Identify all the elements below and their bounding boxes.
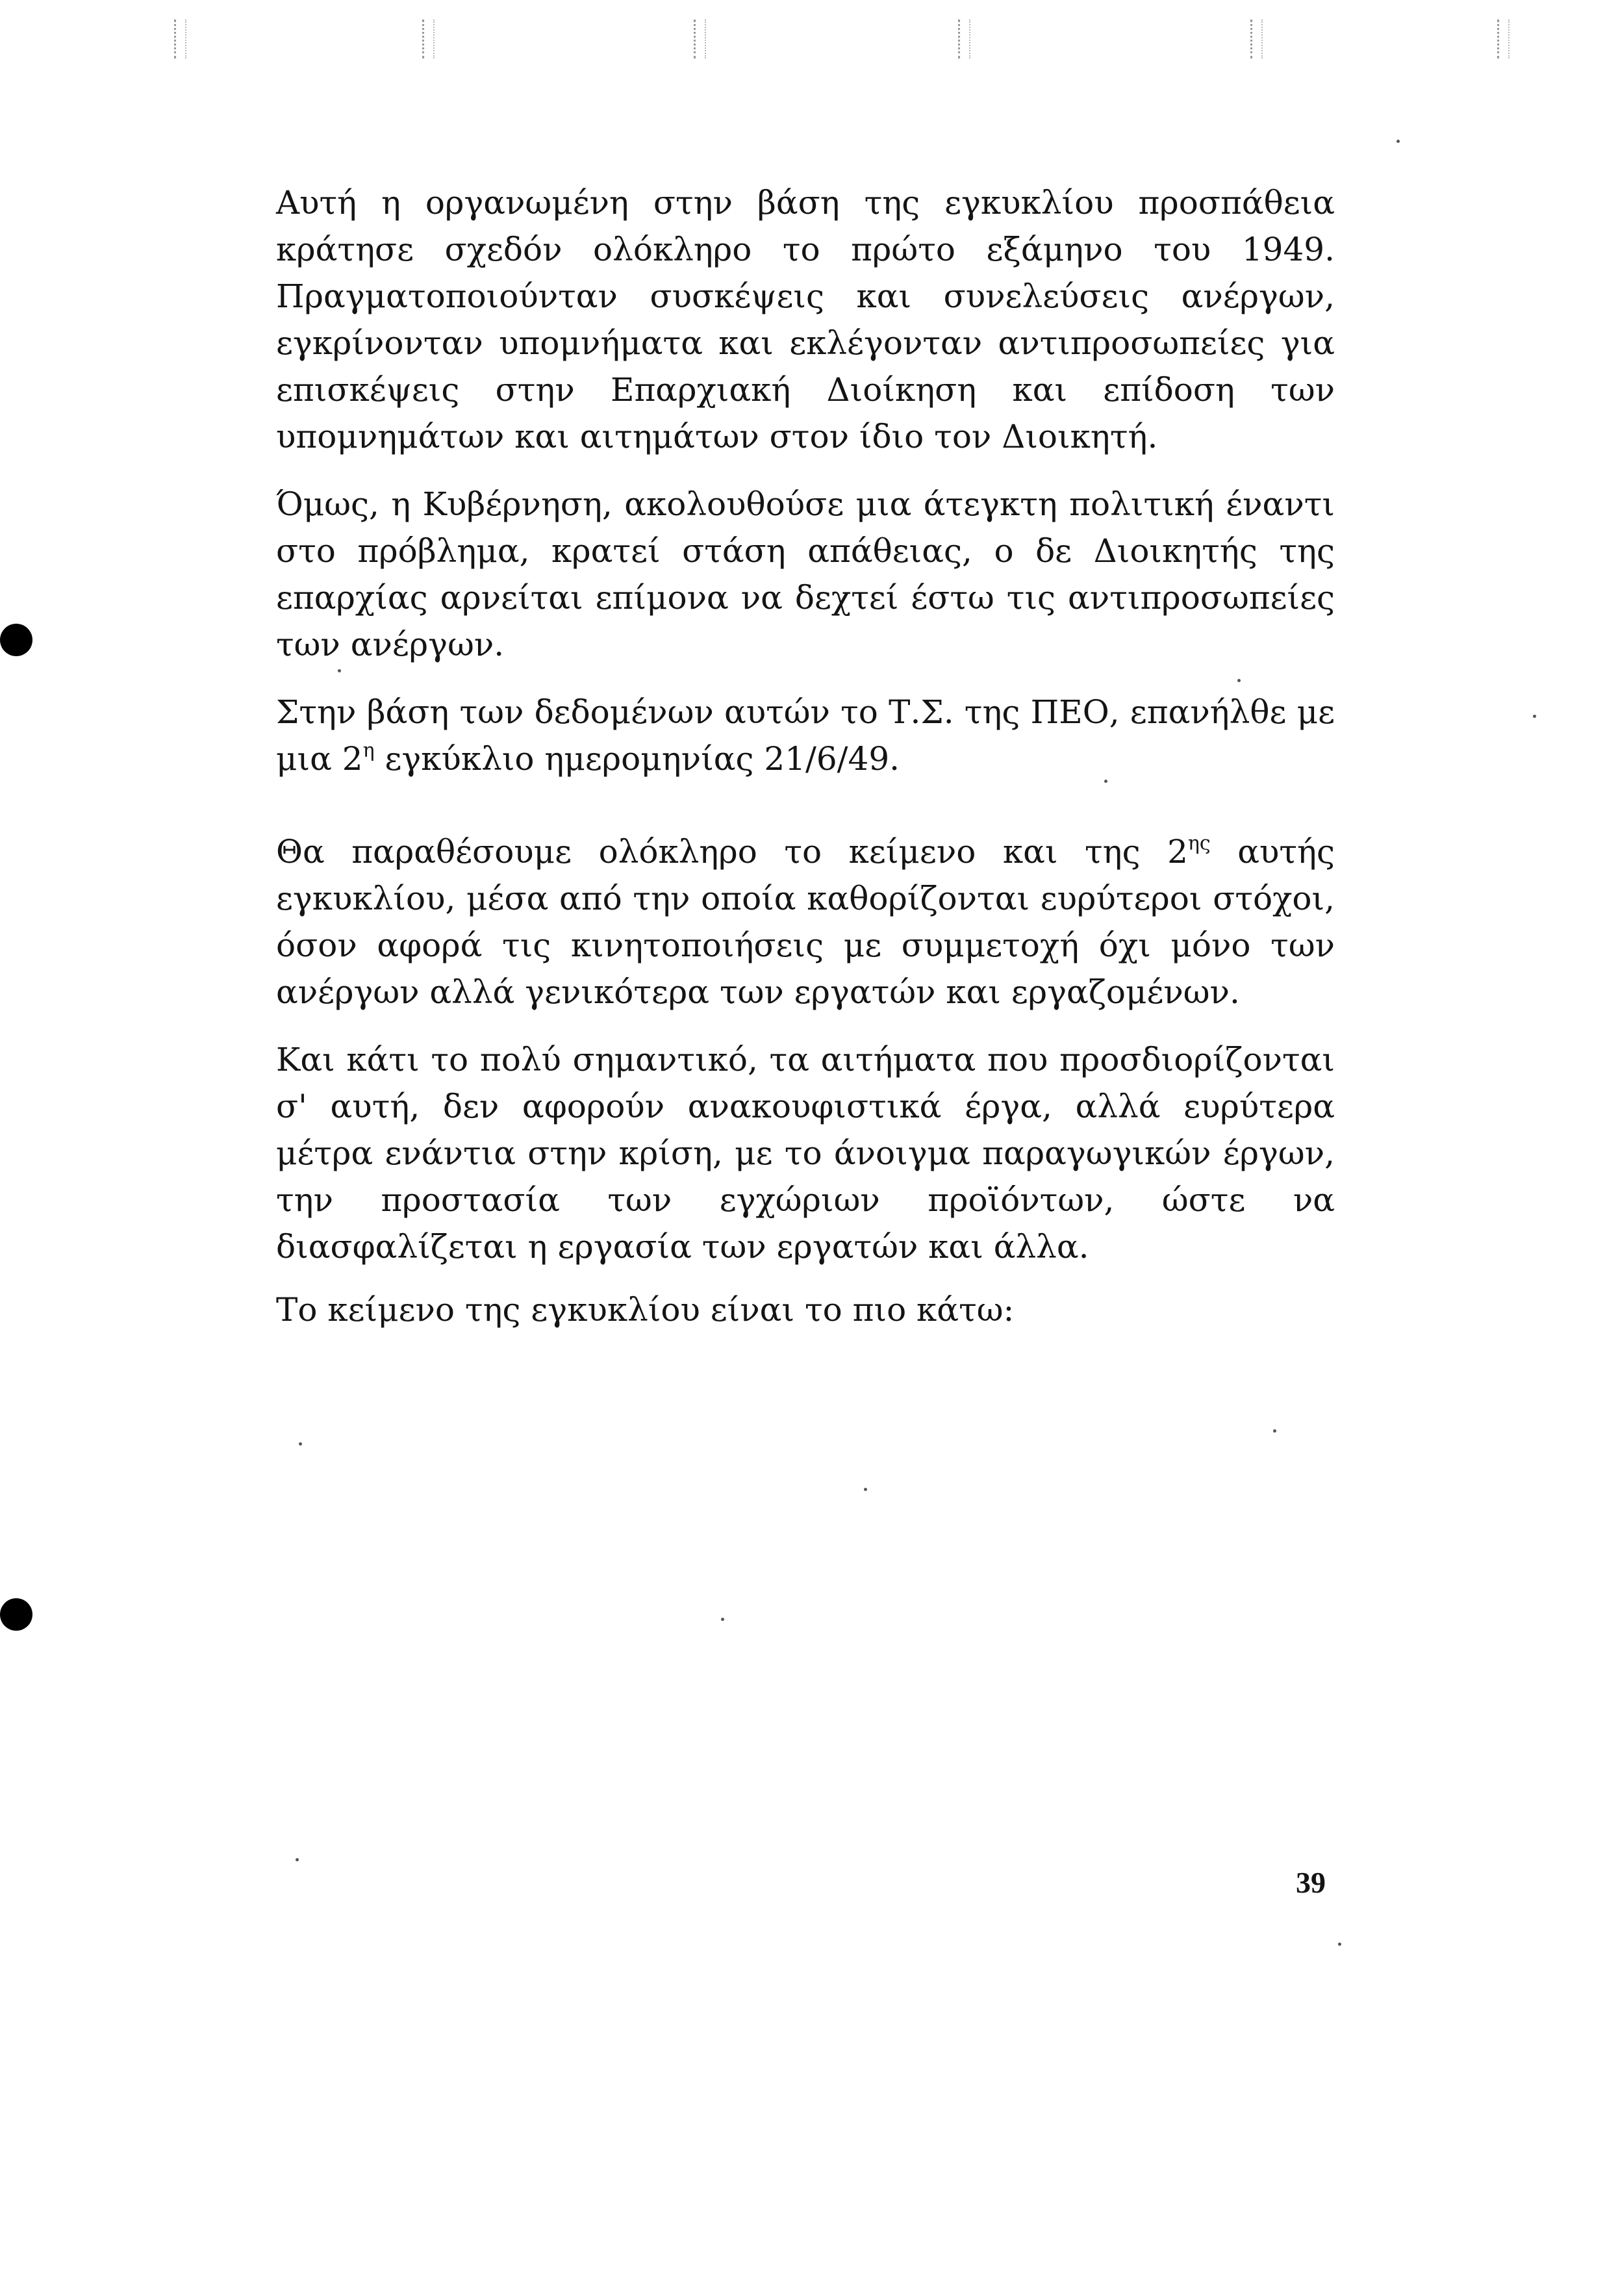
ordinal-superscript: ης — [1187, 832, 1211, 855]
ordinal-superscript: η — [362, 739, 375, 762]
scan-speck — [299, 1442, 302, 1446]
scan-speck — [1273, 1429, 1276, 1433]
scan-speck — [1533, 715, 1536, 718]
binding-mark — [1250, 19, 1263, 58]
punch-hole — [0, 1598, 32, 1631]
punch-hole — [0, 624, 32, 656]
scan-speck — [1338, 1943, 1341, 1946]
binding-mark — [174, 19, 186, 58]
scan-speck — [1396, 140, 1400, 143]
paragraph-4-text-cont: αυτής εγκυκλίου, μέσα από την οποία καθορίζονται ευρύτεροι στόχοι, όσον αφορά τις κινητοποιήσεις με συμμετοχή όχι μόνο των ανέργων αλλά γενικότερα των εργατών και εργαζομένων. — [276, 833, 1335, 1011]
paragraph-2: Όμως, η Κυβέρνηση, ακολουθούσε μια άτεγκτη πολιτική έναντι στο πρόβλημα, κρατεί στάση απάθειας, ο δε Διοικητής της επαρχίας αρνείται επίμονα να δεχτεί έστω τις αντιπροσωπείες των ανέργων. — [276, 485, 1335, 663]
binding-mark — [958, 19, 970, 58]
paragraph-4 — [276, 828, 1335, 1015]
binding-mark — [694, 19, 706, 58]
paragraph-3-text: Στην βάση των δεδομένων αυτών το Τ.Σ. της ΠΕΟ, επανήλθε με μια 2 — [276, 693, 1335, 778]
scan-speck — [721, 1618, 724, 1621]
scan-speck — [864, 1488, 867, 1491]
scan-speck — [1104, 780, 1107, 783]
paragraph-3-text-cont: εγκύκλιο ημερομηνίας 21/6/49. — [374, 740, 900, 778]
paragraph-4-text: Θα παραθέσουμε ολόκληρο το κείμενο και της 2 — [276, 833, 1188, 871]
scan-speck — [1237, 679, 1241, 682]
scan-speck — [296, 1858, 299, 1861]
paragraph-6: Το κείμενο της εγκυκλίου είναι το πιο κάτω: — [276, 1291, 1015, 1329]
paragraph-5: Και κάτι το πολύ σημαντικό, τα αιτήματα που προσδιορίζονται σ' αυτή, δεν αφορούν ανακουφιστικά έργα, αλλά ευρύτερα μέτρα ενάντια στην κρίση, με το άνοιγμα παραγωγικών έργων, την προστασία των εγχώριων προϊόντων, ώστε να διασφαλίζεται η εργασία των εργατών και άλλα. — [276, 1041, 1335, 1266]
paragraph-3 — [276, 689, 1335, 782]
binding-mark — [422, 19, 435, 58]
binding-mark — [1497, 19, 1510, 58]
paragraph-1: Αυτή η οργανωμένη στην βάση της εγκυκλίου προσπάθεια κράτησε σχεδόν ολόκληρο το πρώτο εξάμηνο του 1949. Πραγματοποιούνταν συσκέψεις και συνελεύσεις ανέργων, εγκρίνονταν υπομνήματα και εκλέγονταν αντιπροσωπείες για επισκέψεις στην Επαρχιακή Διοίκηση και επίδοση των υπομνημάτων και αιτημάτων στον ίδιο τον Διοικητή. — [276, 184, 1335, 455]
scan-speck — [338, 669, 341, 672]
binding-marks — [0, 19, 1605, 65]
page-number: 39 — [1296, 1866, 1326, 1899]
